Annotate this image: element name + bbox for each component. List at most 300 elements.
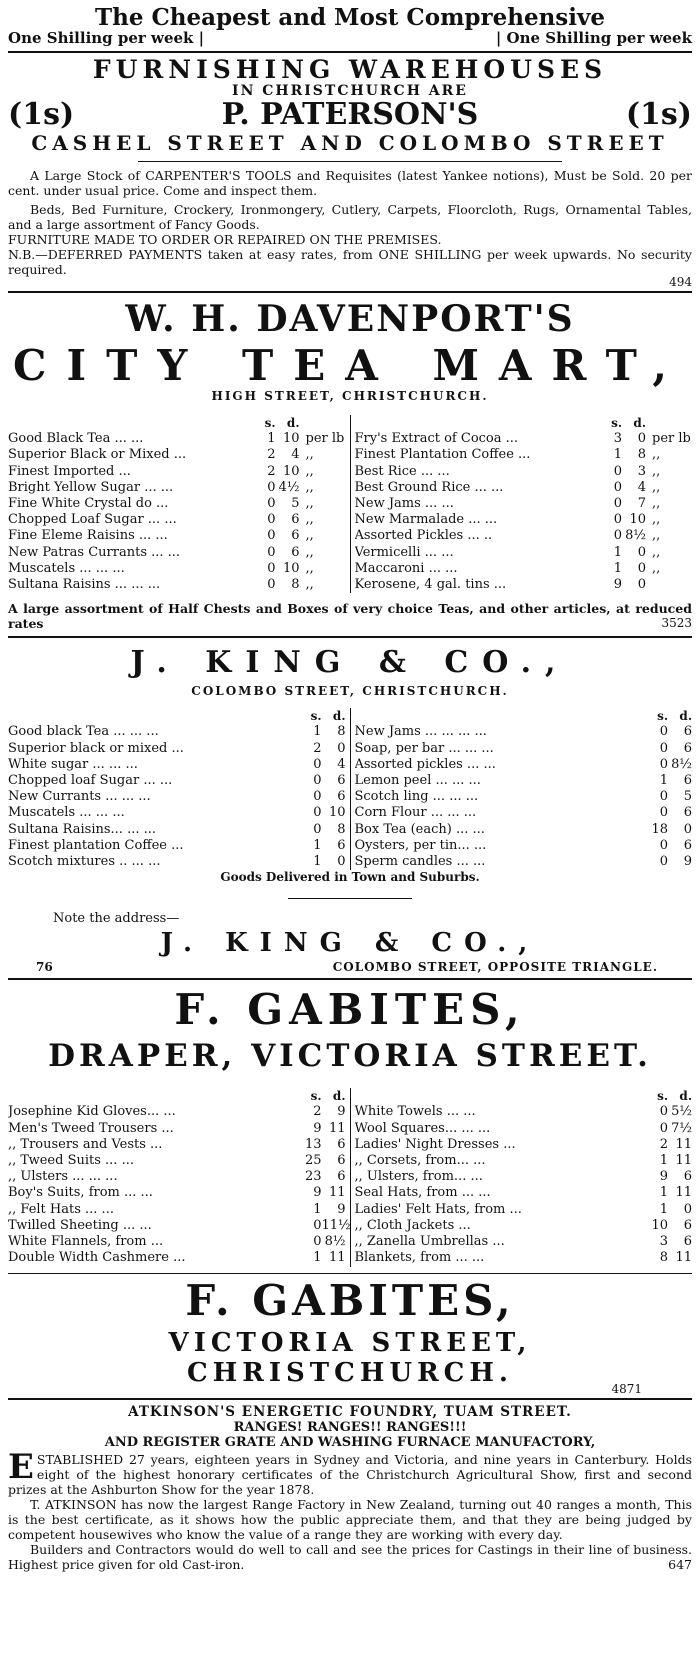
item-name: New Jams ... ... bbox=[354, 496, 454, 512]
address-repeat: VICTORIA STREET, CHRISTCHURCH. bbox=[168, 1327, 532, 1388]
price-item bbox=[355, 496, 693, 512]
item-pence: 6 bbox=[337, 1153, 346, 1169]
price-item bbox=[355, 431, 693, 447]
item-name: Bright Yellow Sugar ... ... bbox=[8, 479, 174, 495]
item-unit: ,, bbox=[652, 544, 661, 560]
sub-heading: AND REGISTER GRATE AND WASHING FURNACE MANUFACTORY, bbox=[104, 1434, 596, 1450]
item-shillings: 8 bbox=[659, 1250, 668, 1266]
item-pence: 5 bbox=[683, 789, 692, 805]
advert-ref: 647 bbox=[668, 1556, 692, 1572]
advert-ref: 76 bbox=[36, 960, 53, 975]
item-name: Scotch mixtures .. ... ... bbox=[8, 854, 161, 870]
item-shillings: 9 bbox=[313, 1185, 322, 1201]
item-name: ,, Trousers and Vests ... bbox=[8, 1136, 163, 1152]
item-pence: 4 bbox=[291, 447, 300, 463]
item-pence: 11 bbox=[328, 1185, 346, 1201]
address-repeat: COLOMBO STREET, OPPOSITE TRIANGLE. bbox=[332, 960, 658, 975]
price-item bbox=[355, 577, 693, 593]
item-shillings: 1 bbox=[659, 1153, 668, 1169]
advert-ref: 494 bbox=[669, 275, 692, 289]
item-name: Muscatels ... ... ... bbox=[8, 560, 125, 576]
price-item bbox=[8, 577, 346, 593]
item-pence: 9 bbox=[683, 854, 692, 870]
item-unit: ,, bbox=[305, 544, 314, 560]
item-pence: 4 bbox=[337, 756, 346, 772]
headline: The Cheapest and Most Comprehensive bbox=[94, 4, 605, 31]
price-item bbox=[8, 789, 346, 805]
price-item bbox=[355, 1104, 693, 1120]
item-unit: ,, bbox=[652, 512, 661, 528]
item-name: Blankets, from ... ... bbox=[354, 1250, 485, 1266]
item-pence: 11 bbox=[328, 1120, 346, 1136]
advert-ref: 3523 bbox=[661, 616, 692, 631]
item-name: ,, Ulsters ... ... ... bbox=[8, 1169, 118, 1185]
item-unit: ,, bbox=[652, 447, 661, 463]
item-shillings: 23 bbox=[304, 1169, 322, 1185]
merchant-name: W. H. DAVENPORT'S bbox=[125, 298, 575, 340]
item-pence: 6 bbox=[683, 1217, 692, 1233]
price-item bbox=[8, 1121, 346, 1137]
item-name: Muscatels ... ... ... bbox=[8, 805, 125, 821]
item-shillings: 1 bbox=[313, 854, 322, 870]
item-pence: 0 bbox=[683, 821, 692, 837]
item-shillings: 2 bbox=[267, 447, 276, 463]
item-name: Seal Hats, from ... ... bbox=[354, 1185, 491, 1201]
item-shillings: 1 bbox=[613, 544, 622, 560]
price-item bbox=[8, 1202, 346, 1218]
item-name: ,, Tweed Suits ... ... bbox=[8, 1153, 134, 1169]
price-item bbox=[355, 1218, 693, 1234]
item-name: New Currants ... ... ... bbox=[8, 789, 151, 805]
item-name: Good black Tea ... ... ... bbox=[8, 724, 159, 740]
item-shillings: 0 bbox=[613, 496, 622, 512]
paragraph-furniture: FURNITURE MADE TO ORDER OR REPAIRED ON THE PREMISES. bbox=[8, 232, 442, 247]
item-pence: 6 bbox=[337, 1136, 346, 1152]
item-name: Ladies' Night Dresses ... bbox=[354, 1136, 516, 1152]
item-name: Maccaroni ... ... bbox=[354, 560, 458, 576]
item-name: Fine Eleme Raisins ... ... bbox=[8, 528, 168, 544]
item-shillings: 18 bbox=[651, 821, 668, 837]
item-shillings: 2 bbox=[313, 1104, 322, 1120]
item-unit: ,, bbox=[652, 479, 661, 495]
price-item bbox=[355, 838, 693, 854]
price-item bbox=[8, 1234, 346, 1250]
item-name: ,, Zanella Umbrellas ... bbox=[354, 1234, 505, 1250]
item-pence: 8 bbox=[637, 447, 646, 463]
item-shillings: 0 bbox=[659, 1104, 668, 1120]
paragraph-payments: N.B.—DEFERRED PAYMENTS taken at easy rates, from ONE SHILLING per week upwards. No security required. bbox=[8, 247, 692, 277]
item-shillings: 1 bbox=[659, 1185, 668, 1201]
foundry-title: ATKINSON'S ENERGETIC FOUNDRY, TUAM STREET. bbox=[128, 1403, 572, 1420]
price-item bbox=[8, 545, 346, 561]
item-pence: 7 bbox=[637, 496, 646, 512]
price-item bbox=[8, 757, 346, 773]
item-pence: 10 bbox=[282, 431, 300, 447]
item-name: Soap, per bar ... ... ... bbox=[354, 740, 494, 756]
price-item bbox=[355, 854, 693, 870]
price-item bbox=[355, 464, 693, 480]
title-christchurch: IN CHRISTCHURCH ARE bbox=[232, 83, 468, 99]
item-name: Finest Imported ... bbox=[8, 463, 131, 479]
item-pence: 6 bbox=[337, 837, 346, 853]
price-item bbox=[8, 480, 346, 496]
merchant-name-repeat: J. KING & CO., bbox=[160, 928, 540, 959]
price-item bbox=[355, 741, 693, 757]
item-shillings: 2 bbox=[659, 1136, 668, 1152]
price-item bbox=[355, 1169, 693, 1185]
king-advert bbox=[8, 642, 692, 974]
item-unit: per lb bbox=[652, 431, 691, 447]
item-name: Box Tea (each) ... ... bbox=[354, 821, 485, 837]
item-unit: ,, bbox=[305, 512, 314, 528]
item-pence: 6 bbox=[291, 512, 300, 528]
item-shillings: 0 bbox=[267, 512, 276, 528]
item-unit bbox=[646, 577, 692, 593]
item-name: Best Ground Rice ... ... bbox=[354, 479, 504, 495]
footer-note: A large assortment of Half Chests and Boxes of very choice Teas, and other articles, at reduced rates bbox=[8, 601, 692, 632]
item-pence: 10 bbox=[328, 805, 346, 821]
item-name: Boy's Suits, from ... ... bbox=[8, 1185, 153, 1201]
price-item bbox=[355, 805, 693, 821]
price-list-left: s. d. Good Black Tea ... ... 1 10 per lb Superior Black or Mixed ... 2 4 ,, Finest Imported ... 2 10 ,, Bright Yellow Sugar ... ... 0 4½ ,, Fine White Crystal do ... 0 5 ,, Chopped Loaf Sugar ... ... 0 6 ,, Fine Eleme Raisins ... ... 0 6 ,, New Patras Currants ... ... 0 6 ,, Muscatels ... ... ... 0 10 ,, Sultana Raisins ... ... ... 0 8 ,, bbox=[8, 416, 345, 593]
item-pence: 8½ bbox=[625, 528, 646, 544]
item-name: Chopped Loaf Sugar ... ... bbox=[8, 512, 177, 528]
merchant-name: J. KING & CO., bbox=[130, 645, 570, 681]
item-shillings: 25 bbox=[304, 1153, 322, 1169]
item-pence: 9 bbox=[337, 1104, 346, 1120]
item-shillings: 9 bbox=[613, 577, 622, 593]
item-pence: 11 bbox=[675, 1250, 692, 1266]
price-item bbox=[355, 724, 693, 740]
atkinson-advert bbox=[8, 1404, 692, 1572]
item-name: Fry's Extract of Cocoa ... bbox=[354, 431, 519, 447]
item-shillings: 0 bbox=[267, 496, 276, 512]
item-name: Josephine Kid Gloves... ... bbox=[8, 1104, 176, 1120]
item-shillings: 1 bbox=[313, 837, 322, 853]
item-shillings: 0 bbox=[313, 1217, 322, 1233]
item-shillings: 1 bbox=[313, 1201, 322, 1217]
item-shillings: 0 bbox=[613, 528, 622, 544]
price-item bbox=[355, 480, 693, 496]
item-pence: 6 bbox=[683, 805, 692, 821]
item-shillings: 0 bbox=[267, 577, 276, 593]
item-pence: 6 bbox=[683, 773, 692, 789]
item-name: Good Black Tea ... ... bbox=[8, 431, 144, 447]
paragraph-factory: T. ATKINSON has now the largest Range Factory in New Zealand, turning out 40 ranges a month, This is the best certificate, as it shows how the public appreciate them, and that they are being judged by competent housewives who know the value of a range they are working with every day. bbox=[8, 1496, 692, 1542]
price-item bbox=[8, 431, 346, 447]
item-name: White Towels ... ... bbox=[354, 1104, 476, 1120]
item-name: ,, Ulsters, from... ... bbox=[354, 1169, 483, 1185]
price-item bbox=[355, 822, 693, 838]
item-pence: 8 bbox=[337, 724, 346, 740]
item-pence: 0 bbox=[337, 740, 346, 756]
item-shillings: 3 bbox=[659, 1234, 668, 1250]
price-list-left: s. d. Good black Tea ... ... ... 1 8 Superior black or mixed ... 2 0 White sugar ... ... ... 0 4 Chopped loaf Sugar ... ... 0 6 New Currants ... ... ... 0 6 Muscatels ... ... ... 0 10 Sultana Raisins... ... ... 0 8 Finest plantation Coffee ... 1 6 Scotch mixtures .. ... ... 1 0 bbox=[8, 709, 346, 870]
item-unit: ,, bbox=[305, 479, 314, 495]
item-name: Double Width Cashmere ... bbox=[8, 1250, 186, 1266]
item-unit: ,, bbox=[652, 560, 661, 576]
item-pence: 6 bbox=[683, 1169, 692, 1185]
item-unit: ,, bbox=[305, 496, 314, 512]
item-shillings: 0 bbox=[659, 756, 668, 772]
item-shillings: 0 bbox=[313, 773, 322, 789]
shop-title: CITY TEA MART, bbox=[13, 341, 687, 390]
price-right: (1s) bbox=[625, 97, 692, 132]
item-shillings: 9 bbox=[313, 1120, 322, 1136]
item-name: New Patras Currants ... ... bbox=[8, 544, 181, 560]
item-pence: 0 bbox=[637, 577, 646, 593]
item-name: Twilled Sheeting ... ... bbox=[8, 1217, 152, 1233]
price-item bbox=[355, 1250, 693, 1266]
item-name: Ladies' Felt Hats, from ... bbox=[354, 1201, 522, 1217]
price-item bbox=[8, 1169, 346, 1185]
item-pence: 10 bbox=[282, 560, 300, 576]
item-pence: 10 bbox=[282, 463, 300, 479]
item-shillings: 0 bbox=[267, 560, 276, 576]
price-list-right: s. d. White Towels ... ... 0 5½ Wool Squares... ... ... 0 7½ Ladies' Night Dresses ... 2 11 ,, Corsets, from... ... 1 11 ,, Ulsters, from... ... 9 6 Seal Hats, from ... ... 1 11 Ladies' Felt Hats, from ... 1 0 ,, Cloth Jackets ... 10 6 ,, Zanella Umbrellas ... 3 6 Blankets, from ... ... 8 11 bbox=[354, 1089, 692, 1266]
item-pence: 11 bbox=[328, 1250, 346, 1266]
price-list-left: s. d. Josephine Kid Gloves... ... 2 9 Men's Tweed Trousers ... 9 11 ,, Trousers and Vests ... 13 6 ,, Tweed Suits ... ... 25 6 ,, Ulsters ... ... ... 23 6 Boy's Suits, from ... ... 9 11 ,, Felt Hats ... ... 1 9 Twilled Sheeting ... ... 0 11½ White Flannels, from ... 0 8½ Double Width Cashmere ... 1 11 bbox=[8, 1089, 351, 1266]
item-shillings: 2 bbox=[267, 463, 276, 479]
item-shillings: 0 bbox=[659, 740, 668, 756]
item-name: ,, Cloth Jackets ... bbox=[354, 1217, 471, 1233]
price-item bbox=[8, 805, 346, 821]
item-shillings: 0 bbox=[613, 512, 622, 528]
price-item bbox=[8, 561, 346, 577]
advert-ref: 4871 bbox=[611, 1381, 642, 1396]
item-name: Chopped loaf Sugar ... ... bbox=[8, 773, 173, 789]
item-pence: 11 bbox=[675, 1185, 692, 1201]
item-unit: ,, bbox=[305, 560, 314, 576]
address: COLOMBO STREET, CHRISTCHURCH. bbox=[191, 684, 509, 699]
price-item bbox=[8, 1250, 346, 1266]
item-pence: 9 bbox=[337, 1201, 346, 1217]
item-pence: 7½ bbox=[671, 1120, 692, 1136]
item-pence: 4 bbox=[637, 479, 646, 495]
price-item bbox=[355, 528, 693, 544]
merchant-name-repeat: F. GABITES, bbox=[185, 1275, 515, 1325]
item-name: Oysters, per tin... ... bbox=[354, 837, 487, 853]
gabites-advert bbox=[8, 984, 692, 1395]
item-unit: ,, bbox=[305, 528, 314, 544]
item-pence: 3 bbox=[637, 463, 646, 479]
item-shillings: 2 bbox=[313, 740, 322, 756]
price-item bbox=[8, 512, 346, 528]
item-pence: 8 bbox=[337, 821, 346, 837]
item-pence: 4½ bbox=[278, 479, 300, 495]
paragraph-goods: Beds, Bed Furniture, Crockery, Ironmongery, Cutlery, Carpets, Floorcloth, Rugs, Ornamental Tables, and a large assortment of Fancy Goods. bbox=[8, 202, 692, 232]
price-item bbox=[8, 528, 346, 544]
price-item bbox=[8, 1185, 346, 1201]
item-shillings: 1 bbox=[613, 447, 622, 463]
item-name: White Flannels, from ... bbox=[8, 1234, 164, 1250]
item-name: Sultana Raisins... ... ... bbox=[8, 821, 156, 837]
paragraph-established: ESTABLISHED 27 years, eighteen years in Sydney and Victoria, and nine years in Canterbury. Holds eight of the highest honorary certificates of the Christchurch Agricultural Show, first and second prizes at the Ashburton Show for the year 1878. bbox=[8, 1446, 692, 1497]
item-shillings: 0 bbox=[313, 1234, 322, 1250]
item-pence: 6 bbox=[291, 528, 300, 544]
item-shillings: 0 bbox=[267, 479, 276, 495]
title-furnishing: FURNISHING WAREHOUSES bbox=[92, 55, 608, 84]
paragraph-builders: Builders and Contractors would do well to call and see the prices for Castings in their line of business. Highest price given for old Cast-iron. 647 bbox=[8, 1541, 692, 1572]
item-shillings: 0 bbox=[659, 1120, 668, 1136]
item-name: Finest Plantation Coffee ... bbox=[354, 447, 531, 463]
item-unit: ,, bbox=[305, 577, 314, 593]
item-unit: ,, bbox=[652, 463, 661, 479]
price-item bbox=[8, 1217, 351, 1234]
price-item bbox=[355, 1121, 693, 1137]
item-shillings: 0 bbox=[659, 854, 668, 870]
price-item bbox=[355, 1202, 693, 1218]
item-pence: 0 bbox=[637, 560, 646, 576]
drop-cap: E bbox=[8, 1446, 34, 1487]
item-pence: 6 bbox=[337, 789, 346, 805]
item-pence: 11 bbox=[675, 1153, 692, 1169]
item-pence: 8½ bbox=[324, 1234, 346, 1250]
item-name: White sugar ... ... ... bbox=[8, 756, 138, 772]
price-item bbox=[355, 1234, 693, 1250]
item-pence: 6 bbox=[683, 740, 692, 756]
item-name: Fine White Crystal do ... bbox=[8, 496, 169, 512]
item-name: ,, Corsets, from... ... bbox=[354, 1153, 486, 1169]
price-item bbox=[355, 512, 693, 528]
item-shillings: 0 bbox=[659, 724, 668, 740]
price-item bbox=[355, 773, 693, 789]
item-name: New Marmalade ... ... bbox=[354, 512, 498, 528]
weekly-left: One Shilling per week | bbox=[8, 29, 205, 47]
item-shillings: 1 bbox=[659, 773, 668, 789]
item-shillings: 0 bbox=[313, 805, 322, 821]
item-pence: 0 bbox=[337, 854, 346, 870]
item-pence: 8½ bbox=[671, 756, 692, 772]
item-pence: 5 bbox=[291, 496, 300, 512]
item-unit: per lb bbox=[305, 431, 345, 447]
item-name: ,, Felt Hats ... ... bbox=[8, 1201, 114, 1217]
merchant-name: F. GABITES, bbox=[174, 985, 526, 1035]
price-item bbox=[8, 773, 346, 789]
price-list-right: s. d. Fry's Extract of Cocoa ... 3 0 per lb Finest Plantation Coffee ... 1 8 ,, Best Rice ... ... 0 3 ,, Best Ground Rice ... ... 0 4 ,, New Jams ... ... 0 7 ,, New Marmalade ... ... 0 10 ,, Assorted Pickles ... .. 0 8½ ,, Vermicelli ... ... 1 0 ,, Maccaroni ... ... 1 0 ,, Kerosene, 4 gal. tins ... 9 0 bbox=[354, 416, 691, 593]
price-item bbox=[355, 545, 693, 561]
item-name: Men's Tweed Trousers ... bbox=[8, 1120, 174, 1136]
item-name: Superior black or mixed ... bbox=[8, 740, 184, 756]
item-shillings: 9 bbox=[659, 1169, 668, 1185]
price-item bbox=[8, 854, 346, 870]
paragraph-tools: A Large Stock of CARPENTER'S TOOLS and Requisites (latest Yankee notions), Must be Sold. 20 per cent. under usual price. Come and inspect them. bbox=[8, 168, 692, 198]
item-pence: 8 bbox=[291, 577, 300, 593]
item-pence: 0 bbox=[637, 431, 646, 447]
item-shillings: 0 bbox=[613, 479, 622, 495]
item-pence: 0 bbox=[637, 544, 646, 560]
price-item bbox=[355, 1137, 693, 1153]
price-list-right: s. d. New Jams ... ... ... ... 0 6 Soap, per bar ... ... ... 0 6 Assorted pickles ... ... 0 8½ Lemon peel ... ... ... 1 6 Scotch ling ... ... ... 0 5 Corn Flour ... ... ... 0 6 Box Tea (each) ... ... 18 0 Oysters, per tin... ... 0 6 Sperm candles ... ... 0 9 bbox=[354, 709, 692, 870]
item-name: Lemon peel ... ... ... bbox=[354, 773, 481, 789]
item-shillings: 0 bbox=[313, 821, 322, 837]
item-name: Finest plantation Coffee ... bbox=[8, 837, 184, 853]
item-shillings: 1 bbox=[313, 1250, 322, 1266]
weekly-right: | One Shilling per week bbox=[495, 29, 692, 47]
item-pence: 6 bbox=[337, 1169, 346, 1185]
price-item bbox=[8, 464, 346, 480]
price-left: (1s) bbox=[8, 97, 75, 132]
price-item bbox=[355, 447, 693, 463]
davenport-advert bbox=[8, 297, 692, 630]
item-pence: 6 bbox=[291, 544, 300, 560]
price-item bbox=[8, 838, 346, 854]
item-shillings: 3 bbox=[613, 431, 622, 447]
item-name: Vermicelli ... ... bbox=[354, 544, 454, 560]
item-shillings: 0 bbox=[267, 528, 276, 544]
paterson-advert bbox=[8, 0, 692, 289]
item-unit: ,, bbox=[652, 528, 661, 544]
item-shillings: 1 bbox=[313, 724, 322, 740]
item-pence: 11 bbox=[675, 1136, 692, 1152]
item-shillings: 1 bbox=[267, 431, 276, 447]
price-item bbox=[355, 1185, 693, 1201]
item-pence: 5½ bbox=[671, 1104, 692, 1120]
price-item bbox=[355, 757, 693, 773]
item-shillings: 1 bbox=[659, 1201, 668, 1217]
item-name: Corn Flour ... ... ... bbox=[354, 805, 477, 821]
price-item bbox=[8, 447, 346, 463]
item-shillings: 10 bbox=[651, 1217, 668, 1233]
item-shillings: 0 bbox=[659, 837, 668, 853]
price-item bbox=[8, 741, 346, 757]
item-shillings: 0 bbox=[659, 805, 668, 821]
ranges-heading: RANGES! RANGES!! RANGES!!! bbox=[233, 1419, 467, 1435]
item-name: Scotch ling ... ... ... bbox=[354, 789, 479, 805]
price-item bbox=[8, 822, 346, 838]
item-pence: 11½ bbox=[321, 1217, 351, 1233]
item-name: Assorted pickles ... ... bbox=[354, 756, 496, 772]
price-item bbox=[8, 1153, 346, 1169]
item-pence: 6 bbox=[337, 773, 346, 789]
item-unit: ,, bbox=[305, 463, 314, 479]
item-name: Best Rice ... ... bbox=[354, 463, 450, 479]
item-shillings: 0 bbox=[659, 789, 668, 805]
price-item bbox=[8, 1104, 346, 1120]
item-name: Sperm candles ... ... bbox=[354, 854, 486, 870]
item-pence: 6 bbox=[683, 724, 692, 740]
price-item bbox=[8, 496, 346, 512]
delivery-note: Goods Delivered in Town and Suburbs. bbox=[220, 870, 480, 885]
price-item bbox=[355, 1153, 693, 1169]
address: HIGH STREET, CHRISTCHURCH. bbox=[211, 389, 489, 403]
item-shillings: 0 bbox=[313, 756, 322, 772]
price-item bbox=[355, 789, 693, 805]
address-note: Note the address— bbox=[53, 911, 180, 927]
item-unit: ,, bbox=[652, 496, 661, 512]
item-shillings: 1 bbox=[613, 560, 622, 576]
address: CASHEL STREET AND COLOMBO STREET bbox=[31, 131, 669, 155]
item-shillings: 13 bbox=[304, 1136, 322, 1152]
merchant-name: P. PATERSON'S bbox=[221, 97, 479, 132]
price-item bbox=[8, 724, 346, 740]
item-pence: 6 bbox=[683, 1234, 692, 1250]
item-name: Wool Squares... ... ... bbox=[354, 1120, 491, 1136]
item-name: New Jams ... ... ... ... bbox=[354, 724, 487, 740]
item-pence: 6 bbox=[683, 837, 692, 853]
item-name: Kerosene, 4 gal. tins ... bbox=[354, 577, 507, 593]
item-name: Superior Black or Mixed ... bbox=[8, 447, 187, 463]
item-name: Sultana Raisins ... ... ... bbox=[8, 577, 161, 593]
item-pence: 10 bbox=[629, 512, 646, 528]
item-shillings: 0 bbox=[613, 463, 622, 479]
price-item bbox=[8, 1137, 346, 1153]
shop-title: DRAPER, VICTORIA STREET. bbox=[48, 1038, 652, 1075]
item-unit: ,, bbox=[305, 447, 314, 463]
item-shillings: 0 bbox=[267, 544, 276, 560]
item-shillings: 0 bbox=[313, 789, 322, 805]
price-item bbox=[355, 561, 693, 577]
